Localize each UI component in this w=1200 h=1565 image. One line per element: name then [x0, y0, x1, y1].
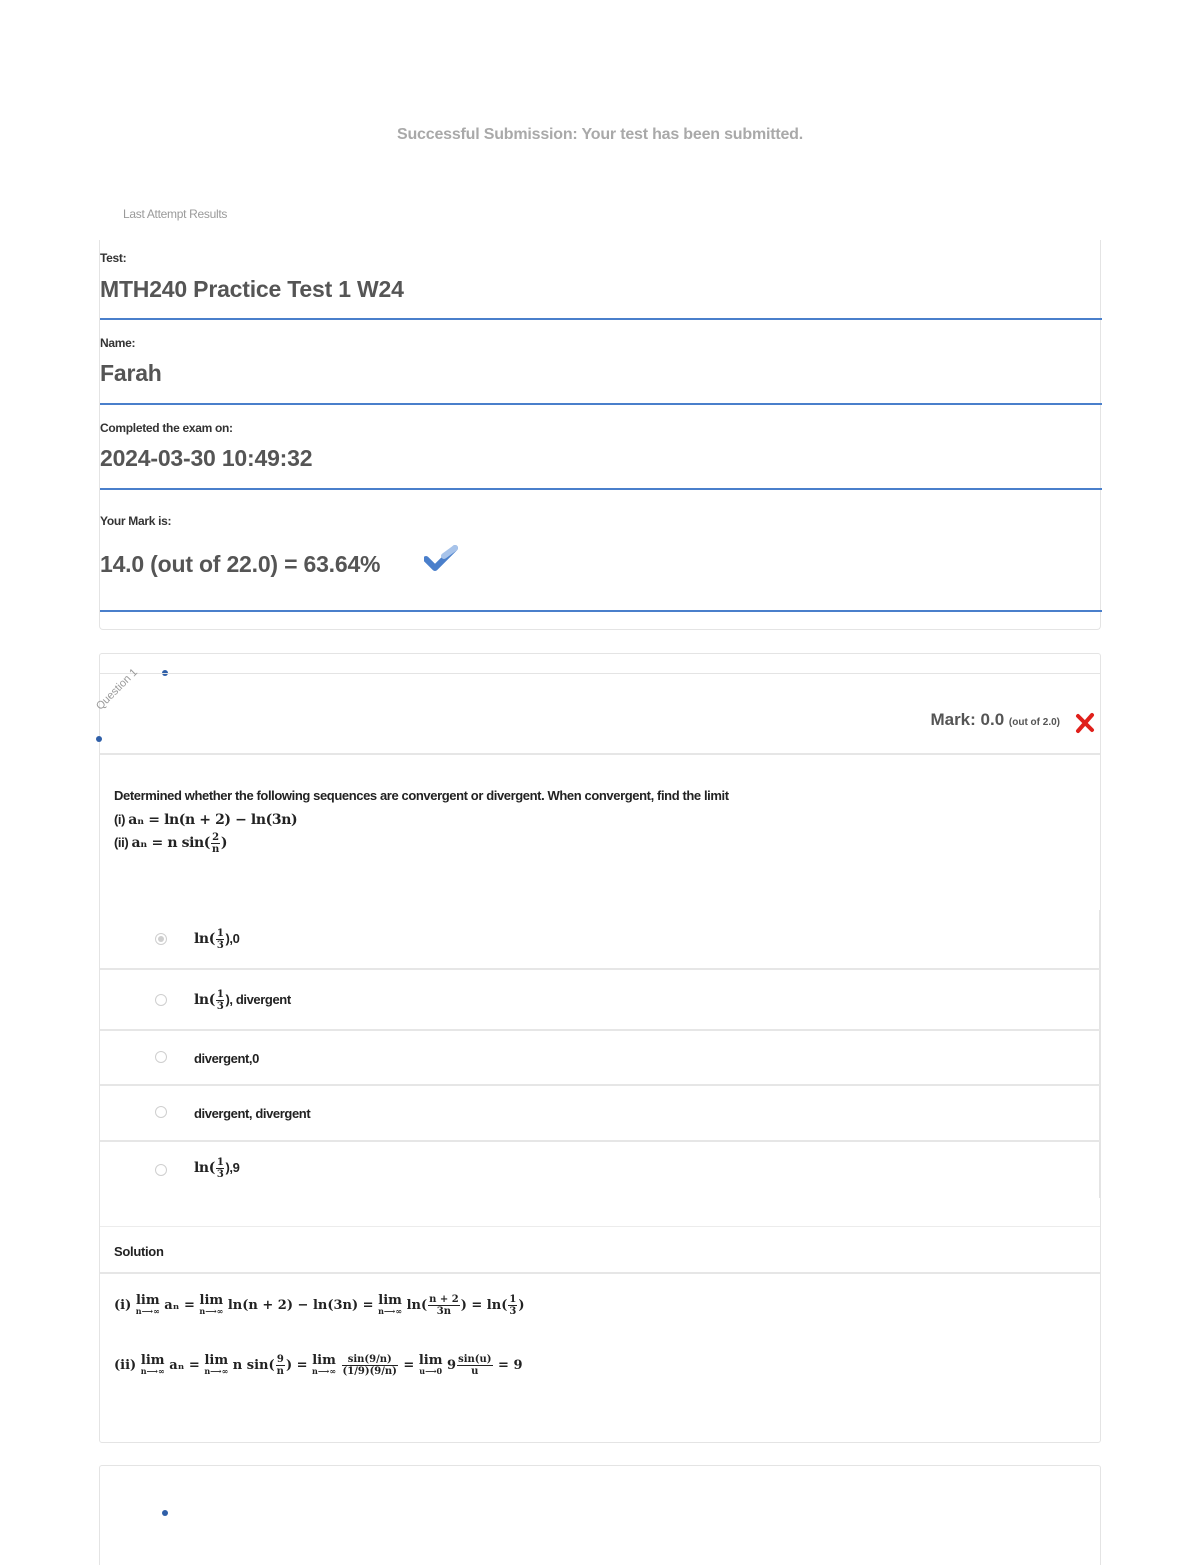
- solution-fraction: $\frac{\sin(u)}{u}$: [458, 1354, 492, 1377]
- test-name: MTH240 Practice Test 1 W24: [100, 276, 404, 302]
- student-name: Farah: [100, 360, 162, 386]
- part-i: [114, 812, 729, 828]
- results-card: [99, 240, 1101, 630]
- part-ii: [114, 832, 729, 855]
- checkmark-icon: [424, 544, 458, 572]
- next-question-card: [99, 1465, 1101, 1565]
- part-ii-prefix: (ii): [114, 834, 129, 850]
- limit-operator: [312, 1352, 336, 1376]
- option-text: ),9: [225, 1159, 240, 1175]
- lim-subscript: n⟶∞: [135, 1305, 160, 1316]
- part-i-prefix: (i): [114, 812, 126, 827]
- limit-operator: [140, 1352, 165, 1376]
- question-mark: [930, 710, 1060, 730]
- part-ii-math-close: ): [220, 834, 228, 851]
- x-icon: [1074, 712, 1096, 734]
- option-text: ln(: [194, 991, 215, 1008]
- fraction-numerator: 1: [216, 928, 224, 939]
- lim-text: lim: [199, 1292, 224, 1308]
- question-mark-out-of: (out of 2.0): [1008, 717, 1060, 728]
- fraction-numerator: 1: [216, 989, 224, 1000]
- solution-fraction: $\frac{1}{3}$: [509, 1294, 517, 1317]
- lim-text: lim: [378, 1292, 402, 1308]
- fraction-numerator: 1: [216, 1157, 224, 1168]
- fraction-denominator: 3: [216, 940, 224, 951]
- limit-operator: [135, 1292, 160, 1316]
- solution-part-i: (i) lim n⟶∞ aₙ = lim n⟶∞ ln(n + 2) − ln(3n) = lim n⟶∞ ln( $\frac{n + 2}{3n}$ ) = ln( $\frac{1}{3}$ ): [114, 1292, 525, 1317]
- lim-text: lim: [418, 1352, 443, 1368]
- lim-text: lim: [140, 1352, 165, 1368]
- ribbon-dot: [162, 1510, 168, 1516]
- option-radio[interactable]: [155, 1051, 167, 1063]
- completed-date: 2024-03-30 10:49:32: [100, 445, 313, 471]
- solution-prefix: (ii): [114, 1358, 137, 1373]
- option-radio[interactable]: [155, 1164, 167, 1176]
- option-4[interactable]: [100, 1086, 1100, 1142]
- option-fraction: [216, 989, 225, 1012]
- lim-subscript: u⟶0: [419, 1365, 443, 1376]
- option-1[interactable]: [100, 910, 1100, 970]
- lim-subscript: n⟶∞: [199, 1305, 224, 1316]
- test-field: [100, 240, 1102, 320]
- mark-value: 14.0 (out of 22.0) = 63.64%: [100, 551, 381, 577]
- option-text: ln(: [194, 1159, 215, 1176]
- part-i-math: aₙ = ln(n + 2) − ln(3n): [128, 812, 298, 828]
- question-prompt: Determined whether the following sequences are convergent or divergent. When convergent, find the limit: [114, 788, 729, 803]
- option-label: [194, 928, 239, 951]
- question-card: [94, 653, 1101, 1443]
- solution-fraction: $\frac{9}{n}$: [276, 1354, 284, 1377]
- submission-banner: Successful Submission: Your test has been submitted.: [397, 126, 803, 143]
- question-number-ribbon: Question 1: [94, 666, 141, 713]
- solution-fraction: $\frac{\sin(9/n)}{(1/9)(9/n)}$: [342, 1354, 397, 1377]
- solution-title: Solution: [114, 1244, 164, 1259]
- question-header: [94, 666, 1100, 755]
- option-fraction: [216, 1157, 225, 1180]
- option-label: [194, 989, 291, 1012]
- option-text: ln(: [194, 930, 215, 947]
- option-fraction: [216, 928, 225, 951]
- fraction-denominator: 3: [216, 1001, 224, 1012]
- limit-operator: [199, 1292, 224, 1316]
- lim-subscript: n⟶∞: [312, 1365, 336, 1376]
- limit-operator: [418, 1352, 443, 1376]
- test-label: Test:: [100, 251, 127, 265]
- limit-operator: [204, 1352, 229, 1376]
- solution-part-ii: (ii) lim n⟶∞ aₙ = lim n⟶∞ n sin( $\frac{9}{n}$ ) = lim n⟶∞ $\frac{\sin(9/n)}{(1/9)(9/n)}$ = lim u⟶0 9 $\frac{\sin(u)}{u}$ = 9: [114, 1352, 523, 1377]
- lim-text: lim: [312, 1352, 336, 1368]
- option-radio[interactable]: [155, 1106, 167, 1118]
- lim-subscript: n⟶∞: [204, 1365, 229, 1376]
- fraction-denominator: n: [212, 844, 219, 855]
- option-2[interactable]: [100, 970, 1100, 1031]
- option-radio[interactable]: [155, 933, 167, 945]
- option-label: [194, 1157, 239, 1180]
- option-5[interactable]: [100, 1142, 1100, 1198]
- name-field: [100, 320, 1102, 405]
- fraction-numerator: 2: [212, 832, 219, 843]
- part-ii-fraction: [211, 832, 220, 855]
- option-3[interactable]: [100, 1031, 1100, 1086]
- lim-subscript: n⟶∞: [140, 1365, 165, 1376]
- question-prompt-block: [114, 788, 729, 855]
- part-ii-math: aₙ = n sin(: [131, 834, 210, 851]
- lim-text: lim: [204, 1352, 229, 1368]
- lim-text: lim: [135, 1292, 160, 1308]
- lim-subscript: n⟶∞: [378, 1305, 403, 1316]
- option-label: divergent, divergent: [194, 1106, 311, 1121]
- solution-fraction: $\frac{n + 2}{3n}$: [429, 1294, 459, 1317]
- option-radio[interactable]: [155, 994, 167, 1006]
- completed-label: Completed the exam on:: [100, 421, 233, 435]
- solution-prefix: (i): [114, 1298, 132, 1313]
- mark-label: Your Mark is:: [100, 514, 172, 528]
- question-mark-value: Mark: 0.0: [930, 710, 1005, 729]
- option-text: ), divergent: [225, 991, 291, 1007]
- mark-field: [100, 490, 1102, 612]
- option-text: ),0: [225, 930, 240, 946]
- last-attempt-tab[interactable]: Last Attempt Results: [123, 207, 228, 221]
- fraction-denominator: 3: [216, 1169, 224, 1180]
- option-label: divergent,0: [194, 1051, 259, 1066]
- completed-field: [100, 405, 1102, 490]
- name-label: Name:: [100, 336, 136, 350]
- limit-operator: [378, 1292, 403, 1316]
- solution-header: [100, 1226, 1100, 1274]
